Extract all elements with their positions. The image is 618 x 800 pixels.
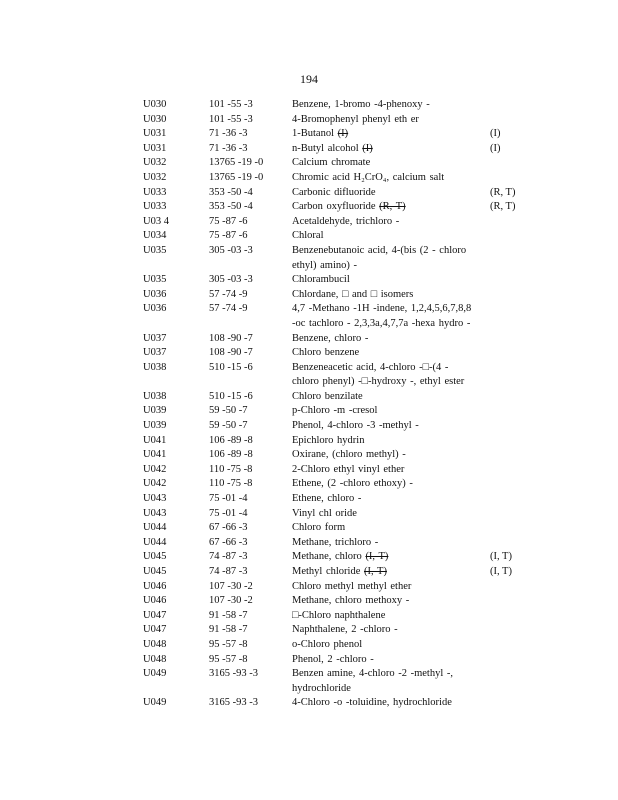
table-row [0, 463, 618, 478]
substance-name: 4,7 -Methano -1H -indene, 1,2,4,5,6,7,8,8 -oc tachloro - 2,3,3a,4,7,7a -hexa hydro - [292, 303, 472, 329]
substance-name-cell [292, 638, 477, 653]
substance-name: Phenol, 2 -chloro - [292, 653, 374, 665]
table-row [0, 186, 618, 201]
table-row [0, 653, 618, 668]
waste-code: U044 [143, 536, 167, 548]
waste-code: U037 [143, 347, 167, 359]
struck-hazard-code: (I) [337, 128, 349, 140]
substance-name-cell [292, 550, 477, 565]
cas-number: 106 -89 -8 [209, 449, 253, 461]
hazard-code: (I) [490, 128, 501, 140]
table-row [0, 156, 618, 171]
cas-number: 510 -15 -6 [209, 390, 253, 402]
substance-name: n-Butyl alcohol [292, 142, 363, 154]
substance-name: Chloro benzene [292, 347, 360, 359]
cas-number: 107 -30 -2 [209, 580, 253, 592]
waste-code: U047 [143, 624, 167, 636]
substance-name-cell [292, 477, 477, 492]
substance-name-cell [292, 609, 477, 624]
waste-code: U038 [143, 390, 167, 402]
struck-hazard-code: (I) [362, 142, 373, 154]
struck-hazard-code: (I, T) [365, 551, 389, 563]
table-row [0, 390, 618, 405]
hazard-code: (I, T) [490, 551, 512, 563]
table-row [0, 448, 618, 463]
substance-name-cell [292, 507, 477, 522]
table-row [0, 127, 618, 142]
waste-code: U049 [143, 668, 167, 680]
substance-name: Benzeneacetic acid, 4-chloro -□-(4 - chloro phenyl) -□-hydroxy -, ethyl ester [292, 361, 465, 388]
waste-code: U034 [143, 230, 167, 242]
cas-number: 71 -36 -3 [209, 142, 248, 154]
waste-code: U030 [143, 113, 167, 125]
table-row [0, 215, 618, 230]
waste-code: U035 [143, 274, 167, 286]
waste-code: U035 [143, 244, 167, 256]
waste-code: U036 [143, 288, 167, 300]
substance-name-cell [292, 186, 477, 201]
waste-code: U030 [143, 99, 167, 110]
cas-number: 3165 -93 -3 [209, 668, 258, 680]
substance-name-cell [292, 215, 477, 230]
substance-name-cell [292, 434, 477, 449]
waste-code: U046 [143, 580, 167, 592]
cas-number: 67 -66 -3 [209, 536, 248, 548]
cas-number: 95 -57 -8 [209, 653, 248, 665]
cas-number: 108 -90 -7 [209, 347, 253, 359]
waste-code: U031 [143, 142, 167, 154]
table-row [0, 244, 618, 273]
cas-number: 75 -87 -6 [209, 215, 248, 227]
table-row [0, 288, 618, 303]
substance-name-cell [292, 390, 477, 405]
cas-number: 91 -58 -7 [209, 609, 248, 621]
cas-number: 305 -03 -3 [209, 244, 253, 256]
substance-name: Naphthalene, 2 -chloro - [292, 624, 398, 636]
substance-name: Benzenebutanoic acid, 4-(bis (2 - chloro ethyl) amino) - [292, 244, 467, 271]
substance-name: Carbon oxyfluoride [292, 201, 380, 213]
table-row [0, 171, 618, 186]
cas-number: 353 -50 -4 [209, 201, 253, 213]
cas-number: 75 -01 -4 [209, 507, 248, 519]
waste-code: U036 [143, 303, 167, 315]
substance-name: □-Chloro naphthalene [292, 609, 386, 621]
waste-code: U041 [143, 449, 167, 461]
table-row [0, 477, 618, 492]
substance-name: Calcium chromate [292, 157, 371, 169]
waste-code: U041 [143, 434, 167, 446]
substance-name-cell [292, 273, 477, 288]
table-row [0, 229, 618, 244]
substance-name: Benzene, chloro - [292, 332, 369, 344]
hazardous-waste-table [0, 98, 618, 711]
substance-name: Benzene, 1-bromo -4-phenoxy - [292, 99, 430, 110]
cas-number: 57 -74 -9 [209, 288, 248, 300]
table-row [0, 550, 618, 565]
waste-code: U042 [143, 463, 167, 475]
cas-number: 3165 -93 -3 [209, 697, 258, 709]
substance-name-cell [292, 171, 477, 186]
substance-name: Chromic acid H₂CrO₄, calcium salt [292, 171, 445, 183]
substance-name-cell [292, 142, 477, 157]
substance-name: 2-Chloro ethyl vinyl ether [292, 463, 405, 475]
substance-name-cell [292, 98, 477, 113]
cas-number: 95 -57 -8 [209, 638, 248, 650]
table-row [0, 565, 618, 580]
table-row [0, 492, 618, 507]
table-row [0, 98, 618, 113]
substance-name-cell [292, 200, 477, 215]
cas-number: 75 -87 -6 [209, 230, 248, 242]
table-row [0, 113, 618, 128]
waste-code: U046 [143, 595, 167, 607]
substance-name-cell [292, 653, 477, 668]
waste-code: U045 [143, 566, 167, 577]
substance-name: Chlorambucil [292, 274, 350, 286]
substance-name-cell [292, 127, 477, 142]
table-row [0, 346, 618, 361]
table-row [0, 594, 618, 609]
waste-code: U037 [143, 332, 167, 344]
substance-name: p-Chloro -m -cresol [292, 405, 378, 417]
substance-name: o-Chloro phenol [292, 638, 363, 650]
cas-number: 106 -89 -8 [209, 434, 253, 446]
cas-number: 108 -90 -7 [209, 332, 253, 344]
waste-code: U038 [143, 361, 167, 373]
substance-name-cell [292, 492, 477, 507]
substance-name-cell [292, 463, 477, 478]
page-number: 194 [300, 72, 318, 86]
table-row [0, 638, 618, 653]
cas-number: 91 -58 -7 [209, 624, 248, 636]
substance-name-cell [292, 404, 477, 419]
cas-number: 57 -74 -9 [209, 303, 248, 315]
waste-code: U043 [143, 493, 167, 505]
waste-code: U03 4 [143, 215, 169, 227]
cas-number: 59 -50 -7 [209, 405, 248, 417]
substance-name-cell [292, 244, 477, 273]
waste-code: U039 [143, 405, 167, 417]
waste-code: U032 [143, 157, 167, 169]
table-row [0, 521, 618, 536]
substance-name-cell [292, 580, 477, 595]
substance-name: Acetaldehyde, trichloro - [292, 215, 400, 227]
waste-code: U043 [143, 507, 167, 519]
substance-name-cell [292, 594, 477, 609]
cas-number: 13765 -19 -0 [209, 171, 264, 183]
substance-name: Benzen amine, 4-chloro -2 -methyl -, hydrochloride [292, 668, 453, 694]
substance-name-cell [292, 696, 477, 711]
substance-name: 4-Bromophenyl phenyl eth er [292, 113, 419, 125]
table-row [0, 609, 618, 624]
substance-name-cell [292, 565, 477, 580]
substance-name: Carbonic difluoride [292, 186, 376, 198]
table-row [0, 200, 618, 215]
cas-number: 74 -87 -3 [209, 566, 248, 577]
table-row [0, 142, 618, 157]
substance-name: Chlordane, □ and □ isomers [292, 288, 414, 300]
waste-code: U031 [143, 128, 167, 140]
substance-name: Methyl chloride [292, 566, 364, 577]
table-row [0, 696, 618, 711]
substance-name-cell [292, 521, 477, 536]
cas-number: 110 -75 -8 [209, 478, 253, 490]
table-row [0, 536, 618, 551]
substance-name-cell [292, 346, 477, 361]
cas-number: 75 -01 -4 [209, 493, 248, 505]
waste-code: U048 [143, 653, 167, 665]
cas-number: 510 -15 -6 [209, 361, 253, 373]
table-row [0, 302, 618, 331]
substance-name-cell [292, 448, 477, 463]
waste-code: U045 [143, 551, 167, 563]
substance-name-cell [292, 113, 477, 128]
substance-name-cell [292, 536, 477, 551]
substance-name: 4-Chloro -o -toluidine, hydrochloride [292, 697, 452, 709]
cas-number: 305 -03 -3 [209, 274, 253, 286]
substance-name: 1-Butanol [292, 128, 338, 140]
substance-name: Phenol, 4-chloro -3 -methyl - [292, 420, 419, 432]
substance-name: Chloro methyl methyl ether [292, 580, 412, 592]
cas-number: 74 -87 -3 [209, 551, 248, 563]
table-row [0, 404, 618, 419]
substance-name-cell [292, 332, 477, 347]
waste-code: U048 [143, 638, 167, 650]
hazard-code: (I) [490, 142, 501, 154]
cas-number: 110 -75 -8 [209, 463, 253, 475]
waste-code: U047 [143, 609, 167, 621]
cas-number: 101 -55 -3 [209, 99, 253, 110]
substance-name: Ethene, (2 -chloro ethoxy) - [292, 478, 413, 490]
substance-name: Oxirane, (chloro methyl) - [292, 449, 406, 461]
hazard-code: (R, T) [490, 201, 516, 213]
waste-code: U039 [143, 420, 167, 432]
substance-name: Methane, chloro [292, 551, 366, 563]
table-row [0, 419, 618, 434]
cas-number: 59 -50 -7 [209, 420, 248, 432]
waste-code: U042 [143, 478, 167, 490]
waste-code: U033 [143, 201, 167, 213]
hazard-code: (I, T) [490, 566, 512, 577]
table-row [0, 273, 618, 288]
struck-hazard-code: (I, T) [363, 566, 387, 577]
substance-name: Methane, trichloro - [292, 536, 379, 548]
cas-number: 71 -36 -3 [209, 128, 248, 140]
table-row [0, 434, 618, 449]
table-row [0, 361, 618, 390]
cas-number: 353 -50 -4 [209, 186, 253, 198]
cas-number: 101 -55 -3 [209, 113, 253, 125]
substance-name-cell [292, 156, 477, 171]
substance-name: Vinyl chl oride [292, 507, 357, 519]
substance-name-cell [292, 288, 477, 303]
substance-name-cell [292, 667, 477, 696]
table-row [0, 332, 618, 347]
struck-hazard-code: (R, T) [379, 201, 406, 213]
substance-name: Chloral [292, 230, 324, 242]
cas-number: 67 -66 -3 [209, 522, 248, 534]
substance-name: Chloro benzilate [292, 390, 363, 402]
substance-name: Epichloro hydrin [292, 434, 365, 446]
substance-name-cell [292, 361, 477, 390]
substance-name-cell [292, 229, 477, 244]
waste-code: U044 [143, 522, 167, 534]
hazard-code: (R, T) [490, 186, 516, 198]
substance-name: Chloro form [292, 522, 346, 534]
substance-name: Ethene, chloro - [292, 493, 362, 505]
cas-number: 107 -30 -2 [209, 595, 253, 607]
table-row [0, 623, 618, 638]
substance-name: Methane, chloro methoxy - [292, 595, 410, 607]
table-row [0, 667, 618, 696]
substance-name-cell [292, 302, 477, 331]
cas-number: 13765 -19 -0 [209, 157, 264, 169]
waste-code: U032 [143, 171, 167, 183]
substance-name-cell [292, 419, 477, 434]
table-row [0, 580, 618, 595]
waste-code: U049 [143, 697, 167, 709]
table-row [0, 507, 618, 522]
substance-name-cell [292, 623, 477, 638]
waste-code: U033 [143, 186, 167, 198]
